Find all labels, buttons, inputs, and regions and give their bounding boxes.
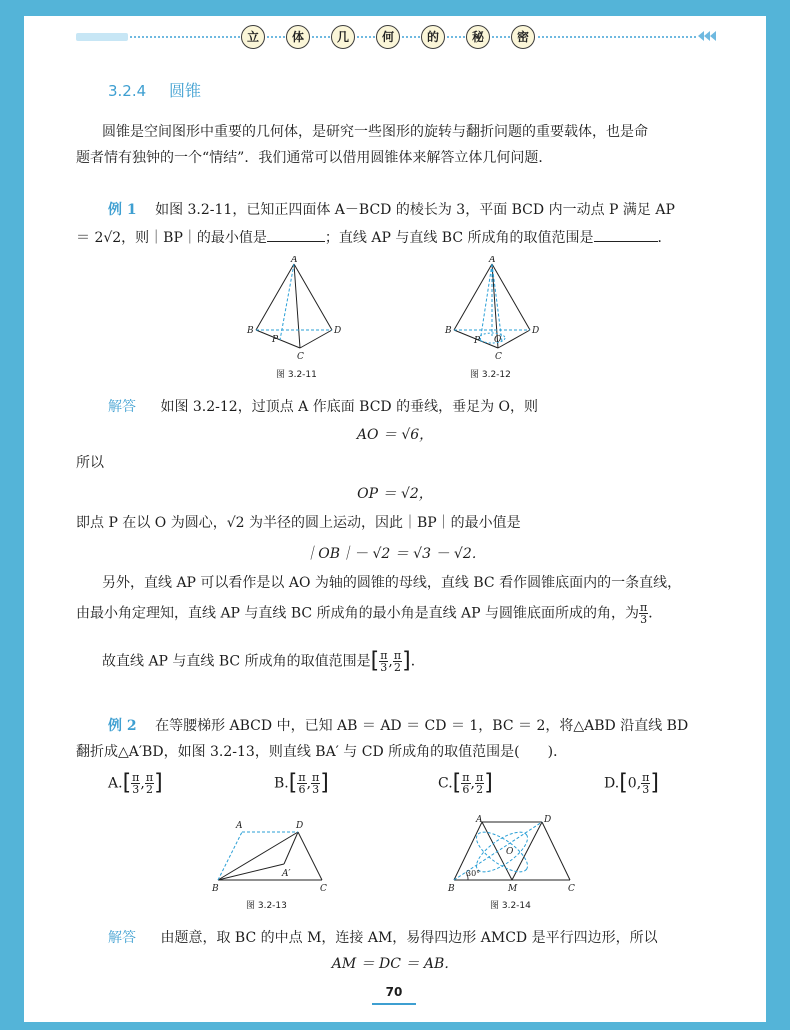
solution1-line-4: 另外，直线 AP 可以看作是以 AO 为轴的圆锥的母线，直线 BC 看作圆锥底面内的一条直线， xyxy=(102,575,682,591)
option-d: D.[0, $\frac{\pi}{3}$ ] xyxy=(604,770,659,796)
solution1-text-5-end: ． xyxy=(648,605,663,622)
example1-text-2b: ；直线 AP 与直线 BC 所成角的取值范围是 xyxy=(324,230,594,246)
fraction-lower xyxy=(379,650,388,673)
example2-label: 例 2 xyxy=(108,718,137,734)
bracket-close: ] xyxy=(154,770,163,796)
answer-blank-1 xyxy=(267,229,325,242)
solution1-text-6-end: ． xyxy=(410,653,425,670)
header-band-left xyxy=(76,33,128,41)
figure-3-2-13 xyxy=(210,816,340,896)
example1-text-1: 如图 3.2-11，已知正四面体 A－BCD 的棱长为 3，平面 BCD 内一动点 P 满足 AP xyxy=(155,202,675,218)
frac-num: π xyxy=(640,601,648,614)
frac-a xyxy=(461,772,470,795)
solution1-text-1: 如图 3.2-12，过顶点 A 作底面 BCD 的垂线，垂足为 O，则 xyxy=(160,399,539,415)
frac-den: 6 xyxy=(298,783,306,796)
example2-text-1: 在等腰梯形 ABCD 中，已知 AB ＝ AD ＝ CD ＝ 1，BC ＝ 2，将△ABD 沿直线 BD xyxy=(155,718,689,734)
header-char: 的 xyxy=(421,25,445,49)
header-dots xyxy=(312,36,330,38)
edge-CD xyxy=(298,832,322,880)
figure-3-2-14 xyxy=(444,814,584,896)
figure-3-2-12 xyxy=(444,256,544,366)
header-dots-right xyxy=(538,36,696,38)
edge-BA-prime xyxy=(218,864,284,880)
example2-line-2: 翻折成△A′BD，如图 3.2-13，则直线 BA′ 与 CD 所成角的取值范围是( )． xyxy=(76,744,568,760)
label-D: D xyxy=(532,326,540,336)
frac-den: 3 xyxy=(380,661,388,674)
page-number-underline xyxy=(372,1003,416,1005)
frac-den: 3 xyxy=(132,783,140,796)
solution1-line-2: 所以 xyxy=(76,455,104,471)
option-d-lower: 0 xyxy=(627,775,637,792)
frac-num: π xyxy=(312,771,320,784)
solution1-text-5: 由最小角定理知，直线 AP 与直线 BC 所成角的最小角是直线 AP 与圆锥底面所成的角，为 xyxy=(76,605,640,622)
solution1-line-1 xyxy=(108,397,538,417)
solution1-eq-2: OP ＝ √2， xyxy=(357,486,433,502)
label-M: M xyxy=(508,884,518,894)
header-dots xyxy=(492,36,510,38)
label-angle: 30° xyxy=(466,869,481,878)
solution2-line-1 xyxy=(108,928,658,948)
header-dots xyxy=(267,36,285,38)
example1-line-1 xyxy=(108,200,675,220)
header-char: 体 xyxy=(286,25,310,49)
label-O: O xyxy=(494,335,502,345)
bracket-close: ] xyxy=(402,648,411,674)
frac-b xyxy=(145,772,154,795)
bracket-close: ] xyxy=(650,770,659,796)
frac-den: 3 xyxy=(640,613,648,626)
option-letter: D. xyxy=(604,775,620,792)
header-dots xyxy=(357,36,375,38)
example2-line-1 xyxy=(108,716,688,736)
label-B: B xyxy=(448,884,455,894)
edge-AD xyxy=(492,264,530,330)
frac-den: 2 xyxy=(145,783,153,796)
figure-3-2-14-caption: 图 3.2-14 xyxy=(490,901,531,911)
label-C: C xyxy=(297,352,304,362)
solution1-line-5 xyxy=(76,602,662,632)
label-B: B xyxy=(247,326,254,336)
frac-num: π xyxy=(462,771,470,784)
label-C: C xyxy=(320,884,327,894)
option-a: A.[ $\frac{\pi}{3}$ , $\frac{\pi}{2}$ ] xyxy=(108,770,163,796)
bracket-open: [ xyxy=(122,770,132,796)
frac-den: 3 xyxy=(642,783,650,796)
intro-line-1: 圆锥是空间图形中重要的几何体，是研究一些图形的旋转与翻折问题的重要载体，也是命 xyxy=(102,124,648,140)
header-char: 秘 xyxy=(466,25,490,49)
fraction-pi-over-3 xyxy=(639,602,648,625)
section-number: 3.2.4 xyxy=(108,82,147,100)
figure-3-2-12-caption: 图 3.2-12 xyxy=(470,370,511,380)
label-A: A xyxy=(476,815,483,825)
frac-a xyxy=(131,772,140,795)
solution2-text-1: 由题意，取 BC 的中点 M，连接 AM，易得四边形 AMCD 是平行四边形，所以 xyxy=(160,930,658,946)
edge-AB xyxy=(454,264,492,330)
label-B: B xyxy=(445,326,452,336)
frac-den: 6 xyxy=(462,783,470,796)
answer-blank-2 xyxy=(594,229,658,242)
label-C: C xyxy=(495,352,502,362)
example1-text-2a: ＝ 2√2，则｜BP｜的最小值是 xyxy=(76,230,267,246)
solution2-eq-1: AM ＝ DC ＝ AB． xyxy=(331,956,459,972)
example1-line-2 xyxy=(76,228,672,248)
edge-CD xyxy=(300,330,332,348)
example1-label: 例 1 xyxy=(108,202,137,218)
figure-3-2-13-caption: 图 3.2-13 xyxy=(246,901,287,911)
section-title: 圆锥 xyxy=(168,81,201,100)
solution1-eq-3: ｜OB｜－ √2 ＝ √3 － √2． xyxy=(304,546,486,562)
bracket-open: [ xyxy=(370,648,380,674)
label-A: A xyxy=(489,256,496,265)
bracket-close: ] xyxy=(320,770,329,796)
frac-a xyxy=(297,772,306,795)
intro-line-2: 题者情有独钟的一个“情结”．我们通常可以借用圆锥体来解答立体几何问题． xyxy=(76,150,553,166)
solution1-text-6: 故直线 AP 与直线 BC 所成角的取值范围是 xyxy=(102,653,371,670)
section-heading xyxy=(108,81,201,101)
label-A: A xyxy=(291,256,298,265)
edge-AD xyxy=(294,264,332,330)
page-number: 70 xyxy=(385,985,403,999)
frac-num: π xyxy=(145,771,154,784)
frac-b xyxy=(475,772,484,795)
frac-num: π xyxy=(393,649,402,662)
header-char: 密 xyxy=(511,25,535,49)
solution2-label: 解答 xyxy=(108,930,136,946)
label-D: D xyxy=(544,815,552,825)
frac-den: 2 xyxy=(393,661,401,674)
header-dots-left xyxy=(130,36,240,38)
edge-AC xyxy=(294,264,300,348)
label-B: B xyxy=(212,884,219,894)
frac-num: π xyxy=(475,771,484,784)
option-b: B.[ $\frac{\pi}{6}$ , $\frac{\pi}{3}$ ] xyxy=(274,770,329,796)
solution1-line-3: 即点 P 在以 O 为圆心，√2 为半径的圆上运动，因此｜BP｜的最小值是 xyxy=(76,515,521,531)
label-C: C xyxy=(568,884,575,894)
header-arrows-icon xyxy=(698,31,718,41)
edge-CD xyxy=(542,822,570,880)
frac-den: 2 xyxy=(476,783,484,796)
header-dots xyxy=(402,36,420,38)
edge-AB xyxy=(256,264,294,330)
example1-text-2c: ． xyxy=(657,230,672,246)
frac-den: 3 xyxy=(312,783,320,796)
solution1-eq-1: AO ＝ √6， xyxy=(356,427,434,443)
option-letter: B. xyxy=(274,775,289,792)
label-A-prime: A′ xyxy=(282,869,291,879)
label-A: A xyxy=(236,821,243,831)
option-letter: A. xyxy=(108,775,123,792)
header-dots xyxy=(447,36,465,38)
option-letter: C. xyxy=(438,775,453,792)
frac-num: π xyxy=(642,771,650,784)
frac-num: π xyxy=(380,649,388,662)
label-P: P xyxy=(474,336,481,346)
header-char: 立 xyxy=(241,25,265,49)
label-D: D xyxy=(296,821,304,831)
bracket-open: [ xyxy=(288,770,298,796)
frac-num: π xyxy=(298,771,306,784)
bracket-close: ] xyxy=(484,770,493,796)
bracket-open: [ xyxy=(619,770,628,796)
fraction-upper xyxy=(393,650,402,673)
solution1-line-6: 故直线 AP 与直线 BC 所成角的取值范围是[ $\frac{\pi}{3}$ , $\frac{\pi}{2}$ ]． xyxy=(102,648,425,674)
label-D: D xyxy=(334,326,342,336)
label-O: O xyxy=(506,847,514,857)
figure-3-2-11-caption: 图 3.2-11 xyxy=(276,370,317,380)
frac-b xyxy=(641,772,650,795)
figure-3-2-11 xyxy=(246,256,346,366)
page xyxy=(24,16,766,1022)
option-c: C.[ $\frac{\pi}{6}$ , $\frac{\pi}{2}$ ] xyxy=(438,770,493,796)
header-char: 几 xyxy=(331,25,355,49)
edge-DA-prime xyxy=(284,832,298,864)
frac-b xyxy=(311,772,320,795)
bracket-open: [ xyxy=(452,770,462,796)
label-P: P xyxy=(272,335,279,345)
edge-CD xyxy=(498,330,530,348)
frac-num: π xyxy=(132,771,140,784)
header-char: 何 xyxy=(376,25,400,49)
solution1-label: 解答 xyxy=(108,399,136,415)
